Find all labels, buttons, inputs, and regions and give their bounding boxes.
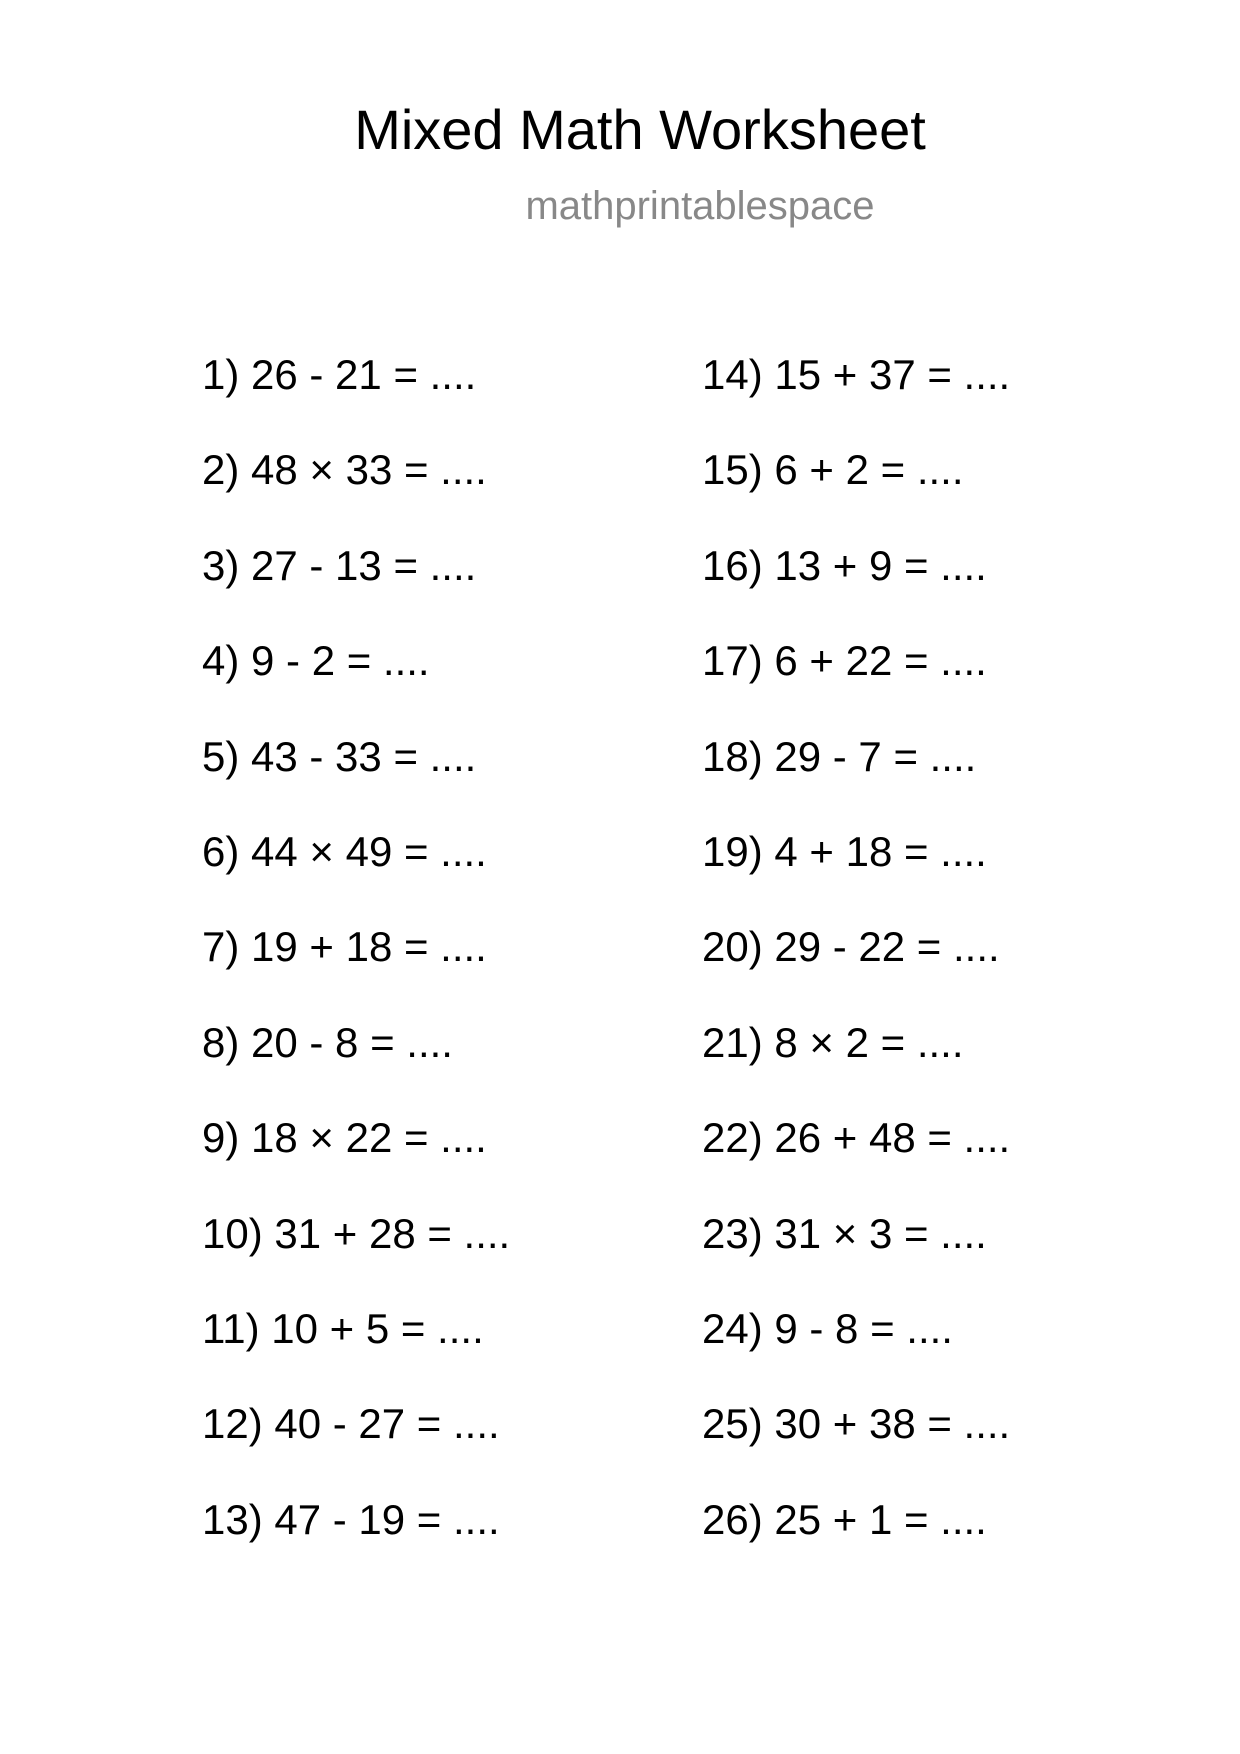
problem-item: 15) 6 + 2 = .... bbox=[702, 446, 964, 494]
problem-item: 14) 15 + 37 = .... bbox=[702, 351, 1011, 398]
problem-item: 10) 31 + 28 = .... bbox=[202, 1209, 511, 1257]
problem-item: 5) 43 - 33 = .... bbox=[202, 732, 477, 780]
problem-item: 8) 20 - 8 = .... bbox=[202, 1018, 453, 1066]
problem-item: 18) 29 - 7 = .... bbox=[702, 732, 977, 780]
problem-item: 4) 9 - 2 = .... bbox=[202, 637, 430, 685]
problem-item: 2) 48 × 33 = .... bbox=[202, 446, 487, 494]
problem-item: 12) 40 - 27 = .... bbox=[202, 1400, 500, 1448]
problem-item: 9) 18 × 22 = .... bbox=[202, 1114, 487, 1162]
problem-item: 20) 29 - 22 = .... bbox=[702, 923, 1000, 971]
problem-item: 26) 25 + 1 = .... bbox=[702, 1495, 987, 1543]
problem-item: 7) 19 + 18 = .... bbox=[202, 923, 487, 971]
problem-item: 1) 26 - 21 = .... bbox=[202, 351, 477, 398]
problem-item: 3) 27 - 13 = .... bbox=[202, 541, 477, 589]
problem-column-left bbox=[202, 345, 510, 1585]
problem-item: 19) 4 + 18 = .... bbox=[702, 827, 987, 875]
problem-item: 22) 26 + 48 = .... bbox=[702, 1114, 1011, 1162]
problem-column-right bbox=[702, 345, 1010, 1585]
problem-item: 23) 31 × 3 = .... bbox=[702, 1209, 987, 1257]
problem-item: 13) 47 - 19 = .... bbox=[202, 1495, 500, 1543]
problem-item: 21) 8 × 2 = .... bbox=[702, 1018, 964, 1066]
problem-item: 17) 6 + 22 = .... bbox=[702, 637, 987, 685]
problem-item: 24) 9 - 8 = .... bbox=[702, 1304, 953, 1352]
problem-item: 11) 10 + 5 = .... bbox=[202, 1304, 484, 1352]
problem-item: 25) 30 + 38 = .... bbox=[702, 1400, 1011, 1448]
problem-item: 16) 13 + 9 = .... bbox=[702, 541, 987, 589]
worksheet-title: Mixed Math Worksheet bbox=[354, 98, 926, 161]
problem-item: 6) 44 × 49 = .... bbox=[202, 827, 487, 875]
worksheet-subtitle: mathprintablespace bbox=[525, 184, 875, 228]
